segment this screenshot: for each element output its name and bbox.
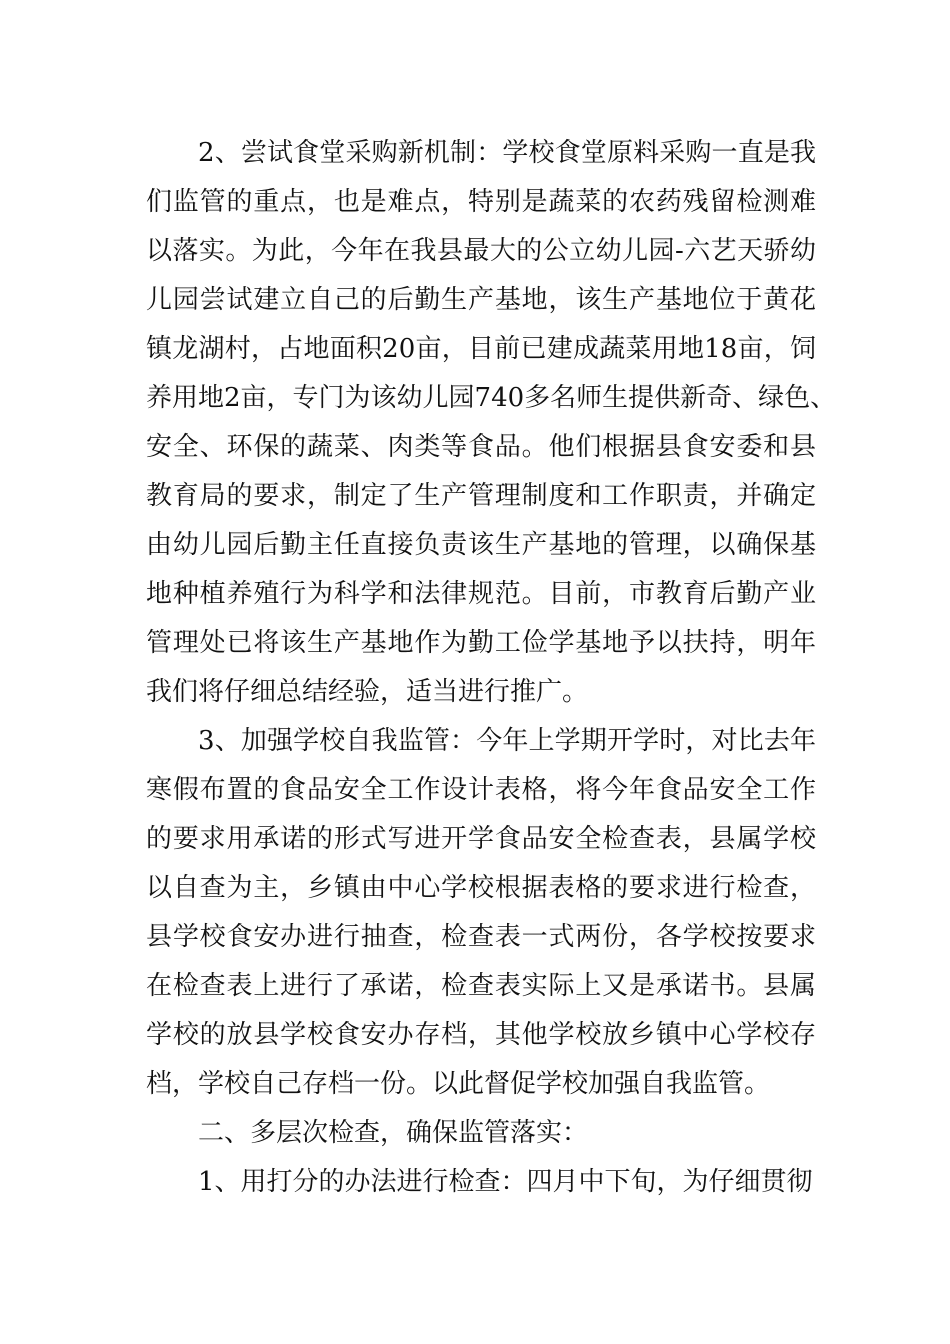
text-line: 寒假布置的食品安全工作设计表格，将今年食品安全工作 xyxy=(146,775,816,805)
paragraph-scoring-inspection xyxy=(146,1158,816,1207)
text-line: 养用地2亩，专门为该幼儿园740多名师生提供新奇、绿色、 xyxy=(146,383,837,413)
text-line: 教育局的要求，制定了生产管理制度和工作职责，并确定 xyxy=(146,481,816,511)
text-line: 镇龙湖村，占地面积20亩，目前已建成蔬菜用地18亩，饲 xyxy=(146,334,816,364)
section-heading: 二、多层次检查，确保监管落实： xyxy=(198,1118,589,1148)
paragraph-canteen-procurement xyxy=(146,129,837,717)
text-line: 我们将仔细总结经验，适当进行推广。 xyxy=(146,677,589,707)
text-line: 地种植养殖行为科学和法律规范。目前，市教育后勤产业 xyxy=(146,579,816,609)
text-line: 3、加强学校自我监管：今年上学期开学时，对比去年 xyxy=(198,726,816,756)
text-line: 1、用打分的办法进行检查：四月中下旬，为仔细贯彻 xyxy=(198,1167,813,1197)
section-heading-inspection xyxy=(146,1109,816,1158)
text-line: 在检查表上进行了承诺，检查表实际上又是承诺书。县属 xyxy=(146,971,816,1001)
text-line: 县学校食安办进行抽查，检查表一式两份，各学校按要求 xyxy=(146,922,816,952)
text-line: 2、尝试食堂采购新机制：学校食堂原料采购一直是我 xyxy=(198,138,816,168)
text-line: 儿园尝试建立自己的后勤生产基地，该生产基地位于黄花 xyxy=(146,285,816,315)
text-line: 以落实。为此，今年在我县最大的公立幼儿园-六艺天骄幼 xyxy=(146,236,816,266)
text-line: 学校的放县学校食安办存档，其他学校放乡镇中心学校存 xyxy=(146,1020,816,1050)
text-line: 安全、环保的蔬菜、肉类等食品。他们根据县食安委和县 xyxy=(146,432,816,462)
text-line: 管理处已将该生产基地作为勤工俭学基地予以扶持，明年 xyxy=(146,628,816,658)
text-line: 们监管的重点，也是难点，特别是蔬菜的农药残留检测难 xyxy=(146,187,816,217)
text-line: 以自查为主，乡镇由中心学校根据表格的要求进行检查， xyxy=(146,873,816,903)
text-line: 的要求用承诺的形式写进开学食品安全检查表，县属学校 xyxy=(146,824,816,854)
paragraph-self-supervision xyxy=(146,717,816,1109)
body-text xyxy=(146,129,837,1207)
text-line: 由幼儿园后勤主任直接负责该生产基地的管理，以确保基 xyxy=(146,530,816,560)
text-line: 档，学校自己存档一份。以此督促学校加强自我监管。 xyxy=(146,1069,771,1099)
